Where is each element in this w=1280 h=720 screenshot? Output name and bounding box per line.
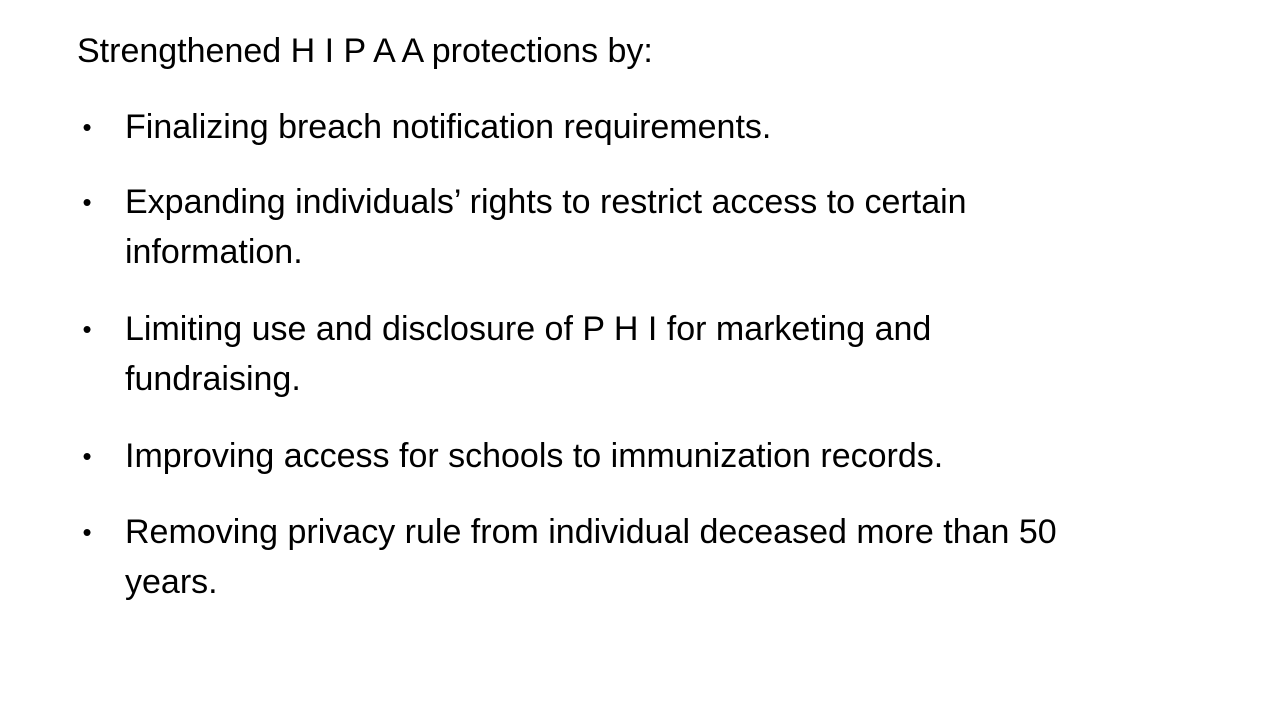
bullet-line: Expanding individuals’ rights to restrict access to certain — [125, 183, 967, 221]
bullet-text — [125, 177, 1215, 277]
bullet-icon: • — [82, 314, 92, 344]
bullet-line: Finalizing breach notification requirements. — [125, 108, 772, 146]
bullet-line: fundraising. — [125, 360, 301, 398]
bullet-text — [125, 304, 1215, 404]
bullet-icon: • — [82, 112, 92, 142]
bullet-text — [125, 507, 1215, 607]
bullet-line: Removing privacy rule from individual deceased more than 50 — [125, 513, 1057, 551]
bullet-icon: • — [82, 517, 92, 547]
bullet-icon: • — [82, 441, 92, 471]
bullet-line: years. — [125, 563, 218, 601]
bullet-line: information. — [125, 233, 303, 271]
bullet-line: Improving access for schools to immunization records. — [125, 437, 944, 475]
bullet-text — [125, 102, 1215, 152]
slide-heading: Strengthened H I P A A protections by: — [77, 32, 653, 70]
bullet-line: Limiting use and disclosure of P H I for marketing and — [125, 310, 932, 348]
bullet-icon: • — [82, 187, 92, 217]
bullet-text — [125, 431, 1215, 481]
